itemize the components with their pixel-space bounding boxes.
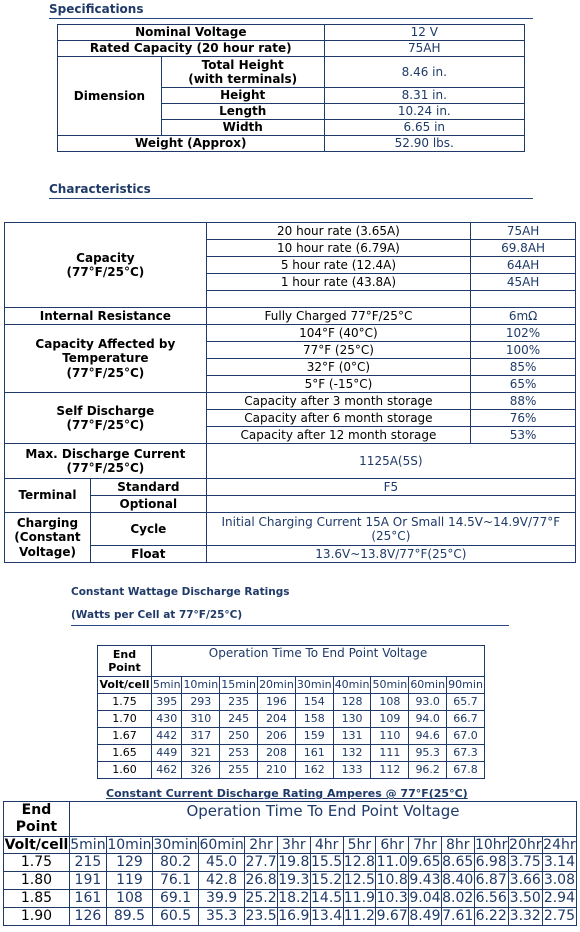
table-cell: 191 [69, 872, 106, 890]
table-cell: 235 [220, 694, 258, 711]
table-cell: 16.9 [278, 907, 310, 924]
table-cell: 108 [371, 694, 409, 711]
wattage-rule [71, 625, 509, 626]
self-discharge-period: Capacity after 3 month storage [206, 393, 470, 410]
table-cell: 3.50 [509, 889, 541, 906]
terminal-label: Terminal [5, 479, 91, 513]
capacity-label [5, 223, 207, 308]
table-cell: 111 [371, 745, 409, 762]
rated-capacity-value: 75AH [324, 41, 524, 57]
self-discharge-period: Capacity after 12 month storage [206, 427, 470, 444]
table-cell: 133 [333, 762, 371, 779]
table-cell: 310 [182, 711, 220, 728]
length-label: Length [161, 104, 324, 120]
table-cell: 60.5 [153, 907, 199, 925]
table-cell: 204 [258, 711, 296, 728]
table-cell: 255 [220, 762, 258, 779]
table-cell: 25.2 [245, 889, 277, 906]
specifications-table [57, 24, 525, 152]
table-row [98, 694, 485, 711]
column-header: 3hr [277, 836, 310, 854]
charging-label-line1: Charging [16, 515, 79, 530]
table-cell: 76.1 [153, 872, 199, 890]
max-discharge-label [5, 444, 207, 479]
total-height-label [161, 57, 324, 88]
table-cell: 69.1 [153, 889, 199, 907]
table-cell: 9.43 [409, 872, 441, 889]
width-value: 6.65 in [324, 120, 524, 136]
table-cell: 11.0 [376, 854, 408, 871]
table-cell: 10.8 [376, 872, 408, 889]
temperature-value: 85% [471, 359, 576, 376]
temperature-value: 102% [471, 325, 576, 342]
column-header: 5min [70, 836, 106, 853]
current-title: Constant Current Discharge Rating Amperes @ 77°F(25°C) [106, 787, 468, 800]
volt-cell-value: 1.65 [98, 745, 152, 762]
table-cell: 159 [295, 728, 333, 745]
nominal-voltage-label: Nominal Voltage [58, 25, 325, 41]
table-row [4, 872, 577, 890]
table-row [5, 513, 576, 546]
operation-time-header: Operation Time To End Point Voltage [69, 802, 576, 837]
table-row [58, 41, 525, 57]
temperature-value: 65% [471, 376, 576, 393]
column-header: 60min [409, 677, 447, 694]
table-cell: 23.5 [245, 907, 277, 924]
column-header: 10min [182, 677, 220, 694]
table-row [5, 325, 576, 342]
wattage-table [97, 645, 485, 779]
table-cell: 14.5 [311, 889, 343, 906]
column-header: 50min [371, 677, 409, 694]
weight-value: 52.90 lbs. [324, 136, 524, 152]
wattage-body [98, 694, 485, 779]
table-cell: 154 [295, 694, 333, 711]
end-point-header-line1: End [112, 647, 137, 661]
internal-resistance-value: 6mΩ [471, 308, 576, 325]
capacity-value: 75AH [471, 223, 576, 240]
table-cell: 442 [152, 728, 182, 745]
width-label: Width [161, 120, 324, 136]
internal-resistance-condition: Fully Charged 77°F/25°C [206, 308, 470, 325]
table-cell: 67.3 [447, 745, 485, 762]
table-row [98, 745, 485, 762]
table-cell: 119 [106, 872, 152, 890]
table-cell: 11.9 [343, 889, 375, 906]
volt-cell-value: 1.90 [4, 907, 70, 925]
temperature-condition: 32°F (0°C) [206, 359, 470, 376]
column-header: 20hr [509, 836, 542, 853]
max-discharge-label-line1: Max. Discharge Current [25, 446, 186, 461]
weight-label: Weight (Approx) [58, 136, 325, 152]
temperature-label-line1: Capacity Affected by [35, 336, 176, 351]
column-header: 5min [152, 677, 182, 694]
table-cell: 11.2 [343, 907, 375, 924]
table-row [5, 444, 576, 479]
table-cell: 93.0 [409, 694, 447, 711]
capacity-label-line1: Capacity [76, 250, 135, 265]
table-row [5, 393, 576, 410]
table-cell: 8.02 [442, 889, 474, 906]
table-cell: 3.75 [509, 854, 541, 871]
table-cell: 250 [220, 728, 258, 745]
temperature-label-line3: (77°F/25°C) [66, 365, 145, 380]
heading-rule [49, 18, 533, 19]
table-cell: 94.6 [409, 728, 447, 745]
cycle-value [206, 513, 575, 546]
table-cell: 108 [106, 889, 152, 907]
current-body [4, 854, 577, 925]
table-cell: 162 [295, 762, 333, 779]
dimension-label: Dimension [58, 57, 162, 136]
terminal-optional-label: Optional [90, 496, 206, 513]
table-cell: 158 [295, 711, 333, 728]
capacity-rate: 5 hour rate (12.4A) [206, 257, 470, 274]
column-header: 4hr [310, 836, 343, 854]
nominal-voltage-value: 12 V [324, 25, 524, 41]
terminal-standard-label: Standard [90, 479, 206, 496]
column-header: 60min [199, 836, 244, 853]
capacity-value: 45AH [471, 274, 576, 291]
table-cell: 12.5 [343, 872, 375, 889]
table-cell: 65.7 [447, 694, 485, 711]
specifications-heading: Specifications [49, 2, 144, 16]
table-cell: 15.5 [311, 854, 343, 871]
table-cell: 9.04 [409, 889, 441, 906]
table-row [4, 907, 577, 925]
table-cell: 27.7 [245, 854, 277, 871]
table-cell: 321 [182, 745, 220, 762]
current-table [3, 801, 577, 926]
column-header: 6hr [376, 836, 409, 854]
height-value: 8.31 in. [324, 88, 524, 104]
table-cell: 7.61 [442, 907, 474, 924]
table-cell: 208 [258, 745, 296, 762]
table-cell: 317 [182, 728, 220, 745]
max-discharge-value: 1125A(5S) [206, 444, 575, 479]
temperature-condition: 104°F (40°C) [206, 325, 470, 342]
table-cell: 161 [69, 889, 106, 907]
volt-cell-value: 1.80 [4, 872, 70, 890]
cycle-value-line2: (25°C) [371, 529, 411, 543]
heading-rule [49, 198, 533, 199]
total-height-value: 8.46 in. [324, 57, 524, 88]
table-cell: 131 [333, 728, 371, 745]
table-cell: 12.8 [343, 854, 375, 871]
table-cell: 129 [106, 854, 152, 872]
column-header: 8hr [441, 836, 474, 854]
table-row [5, 223, 576, 240]
table-cell: 130 [333, 711, 371, 728]
column-header: 24hr [543, 836, 576, 853]
table-cell: 8.65 [442, 854, 474, 871]
characteristics-heading: Characteristics [49, 182, 151, 196]
table-cell: 6.87 [475, 872, 507, 889]
volt-cell-header: Volt/cell [4, 836, 69, 853]
max-discharge-label-line2: (77°F/25°C) [66, 461, 145, 475]
table-cell: 18.2 [278, 889, 310, 906]
table-cell: 39.9 [199, 889, 245, 907]
table-cell: 2.94 [543, 889, 575, 906]
table-cell: 6.98 [475, 854, 507, 871]
table-cell: 94.0 [409, 711, 447, 728]
table-row [5, 479, 576, 496]
table-cell: 95.3 [409, 745, 447, 762]
table-cell: 126 [69, 907, 106, 925]
table-cell: 9.67 [376, 907, 408, 924]
self-discharge-value: 76% [471, 410, 576, 427]
table-cell: 19.3 [278, 872, 310, 889]
table-row [58, 57, 525, 88]
table-cell: 6.56 [475, 889, 507, 906]
table-row [5, 546, 576, 563]
column-header: 90min [447, 677, 485, 694]
table-row [98, 728, 485, 745]
end-point-header [4, 802, 70, 837]
self-discharge-label-line2: (77°F/25°C) [66, 418, 145, 432]
table-cell: 3.66 [509, 872, 541, 889]
temperature-label-line2: Temperature [62, 351, 149, 366]
table-cell: 196 [258, 694, 296, 711]
cycle-label: Cycle [90, 513, 206, 546]
self-discharge-value: 88% [471, 393, 576, 410]
temperature-value: 100% [471, 342, 576, 359]
table-cell: 67.8 [447, 762, 485, 779]
characteristics-table [4, 222, 576, 563]
column-header: 7hr [409, 836, 442, 854]
table-row [4, 836, 577, 854]
capacity-rate: 20 hour rate (3.65A) [206, 223, 470, 240]
table-cell: 96.2 [409, 762, 447, 779]
table-row [4, 802, 577, 837]
terminal-optional-value [206, 496, 575, 513]
volt-cell-value: 1.70 [98, 711, 152, 728]
table-cell: 66.7 [447, 711, 485, 728]
table-cell: 3.14 [543, 854, 575, 871]
table-cell: 110 [371, 728, 409, 745]
rated-capacity-label: Rated Capacity (20 hour rate) [58, 41, 325, 57]
self-discharge-label [5, 393, 207, 444]
table-cell: 245 [220, 711, 258, 728]
total-height-label-line2: (with terminals) [188, 72, 298, 86]
table-row [4, 889, 577, 907]
table-cell: 3.08 [543, 872, 575, 889]
volt-cell-value: 1.75 [4, 854, 70, 872]
column-header: 30min [295, 677, 333, 694]
self-discharge-label-line1: Self Discharge [56, 403, 155, 418]
table-cell: 6.22 [475, 907, 507, 924]
total-height-label-line1: Total Height [201, 57, 284, 72]
end-point-header-line2: Point [108, 661, 141, 674]
table-cell: 8.49 [409, 907, 441, 924]
internal-resistance-label: Internal Resistance [5, 308, 207, 325]
terminal-standard-value: F5 [206, 479, 575, 496]
table-cell: 45.0 [199, 854, 245, 872]
self-discharge-value: 53% [471, 427, 576, 444]
capacity-value: 69.8AH [471, 240, 576, 257]
table-row [98, 677, 485, 694]
table-cell: 109 [371, 711, 409, 728]
temperature-label [5, 325, 207, 393]
temperature-condition: 77°F (25°C) [206, 342, 470, 359]
cycle-value-line1: Initial Charging Current 15A Or Small 14.5V~14.9V/77°F [221, 514, 561, 529]
table-cell: 80.2 [153, 854, 199, 872]
table-row [5, 308, 576, 325]
table-cell: 15.2 [311, 872, 343, 889]
table-cell: 8.40 [442, 872, 474, 889]
operation-time-header: Operation Time To End Point Voltage [152, 646, 485, 677]
table-row [5, 496, 576, 513]
charging-label-line3: Voltage) [18, 544, 76, 559]
table-row [98, 711, 485, 728]
table-row [58, 136, 525, 152]
charging-label-line2: (Constant [14, 530, 81, 545]
capacity-label-line2: (77°F/25°C) [66, 265, 145, 279]
capacity-rate: 10 hour rate (6.79A) [206, 240, 470, 257]
empty-cell [206, 291, 470, 308]
table-cell: 3.32 [509, 907, 541, 924]
capacity-rate: 1 hour rate (43.8A) [206, 274, 470, 291]
table-cell: 67.0 [447, 728, 485, 745]
column-header: 20min [258, 677, 296, 694]
length-value: 10.24 in. [324, 104, 524, 120]
column-header: 10min [107, 836, 152, 853]
table-cell: 293 [182, 694, 220, 711]
empty-cell [471, 291, 576, 308]
column-header: 5hr [343, 836, 376, 854]
table-cell: 89.5 [106, 907, 152, 925]
height-label: Height [161, 88, 324, 104]
charging-label [5, 513, 91, 563]
wattage-title: Constant Wattage Discharge Ratings [71, 586, 290, 598]
table-cell: 462 [152, 762, 182, 779]
table-cell: 10.3 [376, 889, 408, 906]
wattage-subtitle: (Watts per Cell at 77°F/25°C) [71, 609, 243, 621]
volt-cell-header: Volt/cell [98, 677, 152, 694]
table-cell: 161 [295, 745, 333, 762]
table-row [98, 762, 485, 779]
volt-cell-value: 1.85 [4, 889, 70, 907]
column-header: 40min [333, 677, 371, 694]
table-cell: 253 [220, 745, 258, 762]
table-cell: 430 [152, 711, 182, 728]
column-header: 15min [220, 677, 258, 694]
table-row [4, 854, 577, 872]
capacity-value: 64AH [471, 257, 576, 274]
table-cell: 19.8 [278, 854, 310, 871]
end-point-header-line2: Point [15, 818, 58, 835]
volt-cell-value: 1.75 [98, 694, 152, 711]
table-cell: 210 [258, 762, 296, 779]
column-header: 30min [153, 836, 198, 853]
column-header: 2hr [245, 836, 278, 854]
table-cell: 26.8 [245, 872, 277, 889]
float-label: Float [90, 546, 206, 563]
table-cell: 13.4 [311, 907, 343, 924]
end-point-header-line1: End [21, 802, 52, 818]
table-cell: 128 [333, 694, 371, 711]
table-cell: 35.3 [199, 907, 245, 925]
table-cell: 449 [152, 745, 182, 762]
column-header: 10hr [474, 836, 508, 853]
table-cell: 132 [333, 745, 371, 762]
table-cell: 206 [258, 728, 296, 745]
volt-cell-value: 1.67 [98, 728, 152, 745]
table-cell: 215 [69, 854, 106, 872]
temperature-condition: 5°F (-15°C) [206, 376, 470, 393]
float-value: 13.6V~13.8V/77°F(25°C) [206, 546, 575, 563]
table-row [98, 646, 485, 677]
table-cell: 2.75 [543, 907, 575, 924]
end-point-header [98, 646, 152, 677]
self-discharge-period: Capacity after 6 month storage [206, 410, 470, 427]
volt-cell-value: 1.60 [98, 762, 152, 779]
table-cell: 395 [152, 694, 182, 711]
table-cell: 9.65 [409, 854, 441, 871]
table-cell: 326 [182, 762, 220, 779]
table-row [58, 25, 525, 41]
table-cell: 42.8 [199, 872, 245, 890]
table-cell: 112 [371, 762, 409, 779]
